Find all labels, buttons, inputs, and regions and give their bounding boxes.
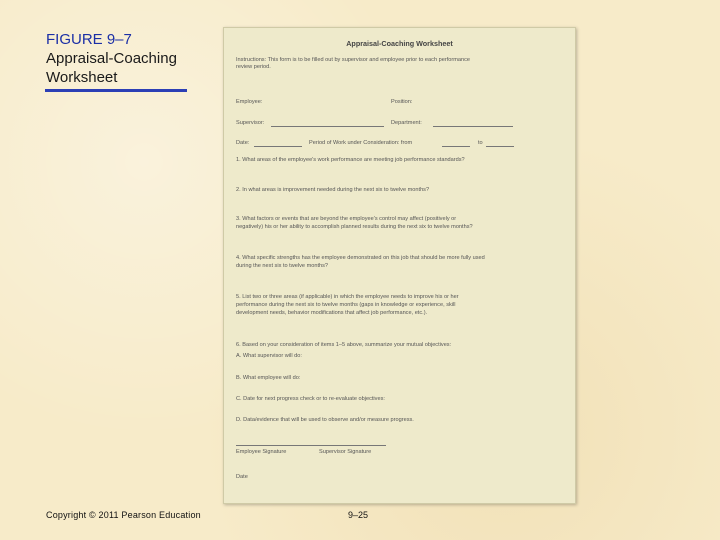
employee-signature-label: Employee Signature — [236, 449, 287, 455]
employee-label: Employee: — [236, 99, 263, 105]
worksheet-image — [223, 27, 576, 504]
to-label: to — [478, 140, 483, 146]
supervisor-label: Supervisor: — [236, 120, 265, 126]
question-1: 1. What areas of the employee's work performance are meeting job performance standards? — [236, 157, 465, 163]
figure-title-line2: Worksheet — [46, 69, 118, 86]
page-number: 9–25 — [348, 510, 369, 520]
department-label: Department: — [391, 120, 422, 126]
question-4-line2: during the next six to twelve months? — [236, 263, 329, 269]
figure-caption — [46, 30, 206, 87]
question-6b: B. What employee will do: — [236, 375, 301, 381]
worksheet-title: Appraisal-Coaching Worksheet — [346, 39, 453, 48]
date-label: Date: — [236, 140, 250, 146]
position-label: Position: — [391, 99, 413, 105]
period-from-line — [442, 146, 470, 147]
period-label: Period of Work under Consideration: from — [309, 140, 413, 146]
question-3-line2: negatively) his or her ability to accomplish planned results during the next six to twelve months? — [236, 224, 473, 230]
signature-line — [236, 445, 386, 446]
question-6d: D. Data/evidence that will be used to observe and/or measure progress. — [236, 417, 414, 423]
instructions-line2: review period. — [236, 64, 271, 70]
supervisor-signature-label: Supervisor Signature — [319, 449, 372, 455]
question-6c: C. Date for next progress check or to re-evaluate objectives: — [236, 396, 385, 402]
question-2: 2. In what areas is improvement needed during the next six to twelve months? — [236, 187, 430, 193]
instructions-line1: Instructions: This form is to be filled out by supervisor and employee prior to each performance — [236, 57, 471, 63]
question-5-line3: development needs, behavior modifications that affect job performance, etc.). — [236, 310, 428, 316]
question-3-line1: 3. What factors or events that are beyond the employee's control may affect (positively or — [236, 216, 457, 222]
question-5-line1: 5. List two or three areas (if applicable) in which the employee needs to improve his or her — [236, 294, 459, 300]
date-line — [254, 146, 302, 147]
figure-title-line1: Appraisal-Coaching — [46, 50, 177, 67]
period-to-line — [486, 146, 514, 147]
supervisor-line — [271, 126, 384, 127]
question-6a: A. What supervisor will do: — [236, 353, 302, 359]
question-5-line2: performance during the next six to twelve months (gaps in knowledge or experience, skill — [236, 302, 456, 308]
question-6: 6. Based on your consideration of items 1–5 above, summarize your mutual objectives: — [236, 342, 452, 348]
question-4-line1: 4. What specific strengths has the employee demonstrated on this job that should be more fully used — [236, 255, 485, 261]
copyright-footer: Copyright © 2011 Pearson Education — [46, 510, 201, 520]
department-line — [433, 126, 513, 127]
date-bottom-label: Date — [236, 474, 248, 480]
title-underline — [45, 89, 187, 92]
figure-number: FIGURE 9–7 — [46, 31, 132, 48]
